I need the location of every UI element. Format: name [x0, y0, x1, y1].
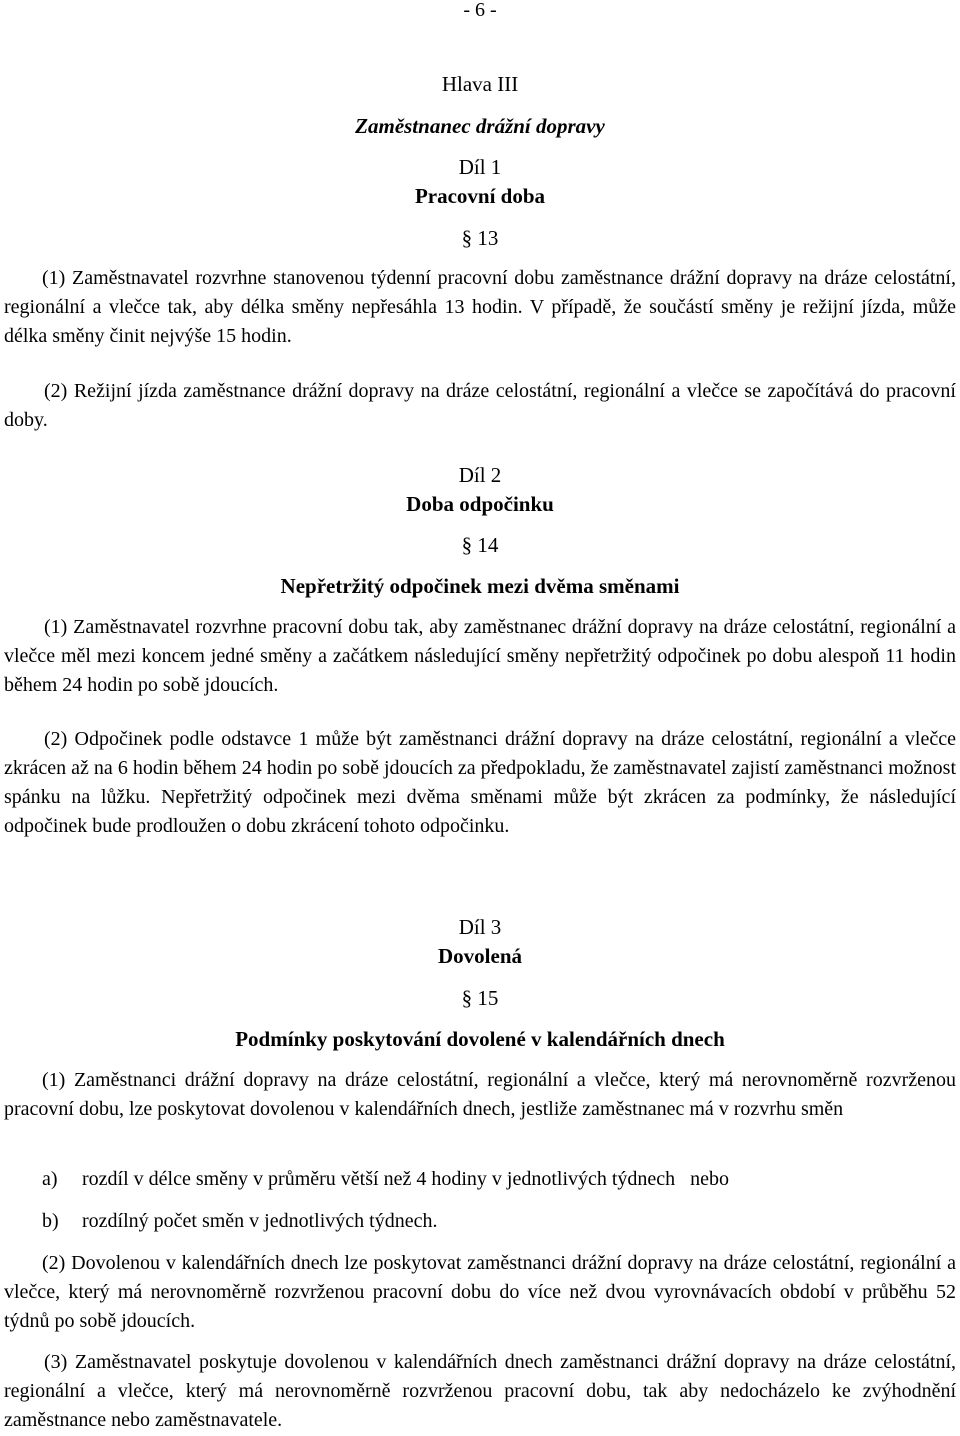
list-item-label: a) — [42, 1168, 58, 1190]
dil3-section: § 15 — [461, 986, 499, 1010]
dil2-title: Doba odpočinku — [406, 492, 554, 516]
dil1-section: § 13 — [461, 226, 499, 250]
dil3-paragraph-2: (2) Dovolenou v kalendářních dnech lze poskytovat zaměstnanci drážní dopravy na dráze celostátní, regionální a vlečce, který má nerovnoměrně rozvrženou pracovní dobu do více než dvou vyrovnávacích období v průběhu 52 týdnů po sobě jdoucích. — [4, 1252, 956, 1332]
dil3-label: Díl 3 — [458, 915, 502, 939]
dil1-paragraph-1: (1) Zaměstnavatel rozvrhne stanovenou týdenní pracovní dobu zaměstnance drážní dopravy na dráze celostátní, regionální a vlečce tak, aby délka směny nepřesáhla 13 hodin. V případě, že součástí směny je režijní jízda, může délka směny činit nejvýše 15 hodin. — [4, 267, 956, 347]
dil2-section: § 14 — [461, 533, 499, 557]
dil3-paragraph-1: (1) Zaměstnanci drážní dopravy na dráze celostátní, regionální a vlečce, který má nerovnoměrně rozvrženou pracovní dobu, lze poskytovat dovolenou v kalendářních dnech, jestliže zaměstnanec má v rozvrhu směn — [4, 1069, 956, 1120]
dil3-section-title: Podmínky poskytování dovolené v kalendářních dnech — [235, 1027, 725, 1051]
hlava-label: Hlava III — [441, 72, 519, 96]
dil1-paragraph-2: (2) Režijní jízda zaměstnance drážní dopravy na dráze celostátní, regionální a vlečce se započítává do pracovní doby. — [4, 380, 956, 431]
list-item-a — [42, 1165, 956, 1194]
dil1-title: Pracovní doba — [414, 184, 546, 208]
dil2-section-title: Nepřetržitý odpočinek mezi dvěma směnami — [280, 574, 680, 598]
list-item-text: rozdíl v délce směny v průměru větší než 4 hodiny v jednotlivých týdnech nebo — [82, 1168, 730, 1190]
dil1-label: Díl 1 — [458, 155, 502, 179]
list-item-text: rozdílný počet směn v jednotlivých týdnech. — [82, 1210, 438, 1232]
dil2-paragraph-2: (2) Odpočinek podle odstavce 1 může být zaměstnanci drážní dopravy na dráze celostátní, regionální a vlečce zkrácen až na 6 hodin během 24 hodin po sobě jdoucích za předpokladu, že zaměstnavatel zajistí zaměstnanci možnost spánku na lůžku. Nepřetržitý odpočinek mezi dvěma směnami může být zkrácen za podmínky, že následující odpočinek bude prodloužen o dobu zkrácení tohoto odpočinku. — [4, 728, 956, 837]
dil2-paragraph-1: (1) Zaměstnavatel rozvrhne pracovní dobu tak, aby zaměstnanec drážní dopravy na dráze celostátní, regionální a vlečce měl mezi koncem jedné směny a začátkem následující směny nepřetržitý odpočinek po dobu alespoň 11 hodin během 24 hodin po sobě jdoucích. — [4, 616, 956, 696]
list-item-b — [42, 1207, 956, 1236]
dil3-paragraph-3: (3) Zaměstnavatel poskytuje dovolenou v kalendářních dnech zaměstnanci drážní dopravy na dráze celostátní, regionální a vlečce, který má nerovnoměrně rozvrženou pracovní dobu, tak aby nedocházelo ke zvýhodnění zaměstnance nebo zaměstnavatele. — [4, 1351, 956, 1431]
dil2-label: Díl 2 — [458, 463, 502, 487]
list-item-label: b) — [42, 1210, 59, 1232]
dil3-title: Dovolená — [438, 944, 522, 968]
hlava-title: Zaměstnanec drážní dopravy — [355, 114, 605, 138]
page-number: - 6 - — [463, 0, 497, 21]
